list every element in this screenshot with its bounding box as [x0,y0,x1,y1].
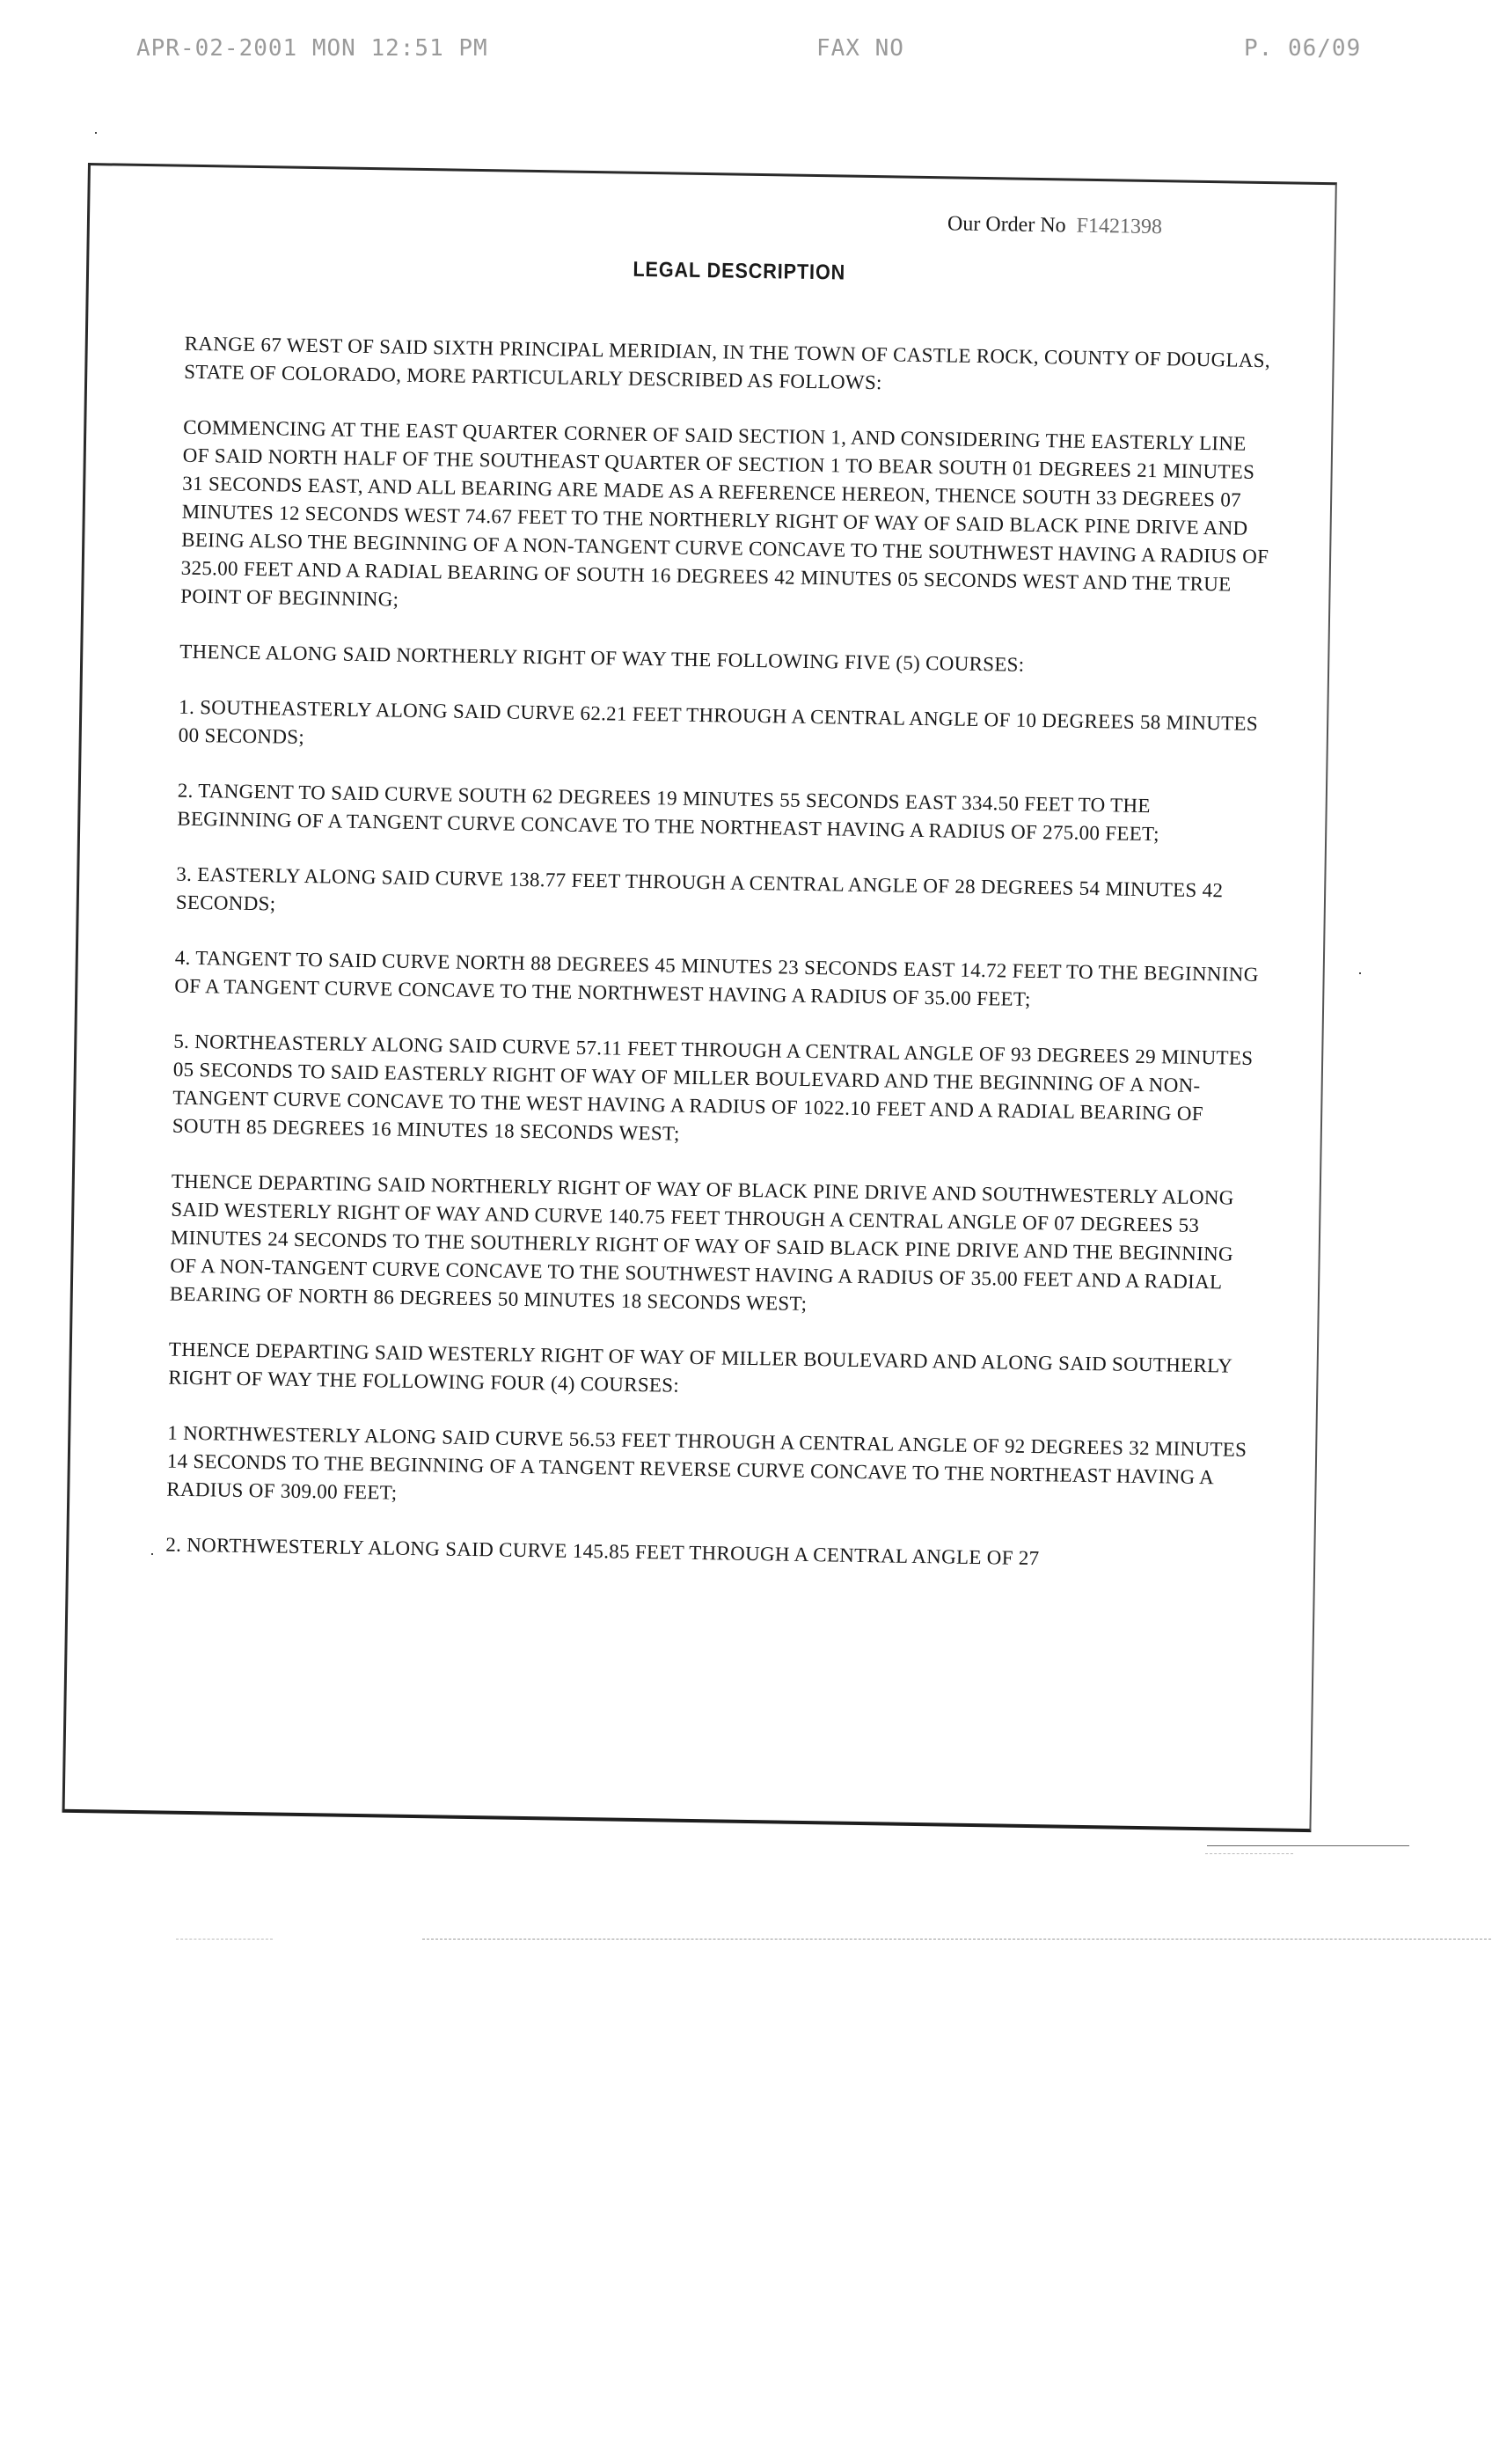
scan-artifact-line [1207,1845,1409,1846]
scan-speck [1359,972,1361,974]
scan-artifact-line [176,1939,273,1940]
legal-description-body [165,330,1276,1603]
scan-speck [95,132,97,134]
paragraph-departing-northerly: THENCE DEPARTING SAID NORTHERLY RIGHT OF WAY OF BLACK PINE DRIVE AND SOUTHWESTERLY ALONG SAID WESTERLY RIGHT OF WAY AND CURVE 140.75 FEET THROUGH A CENTRAL ANGLE OF 07 DEGREES 53 MINUTES 24 SECONDS TO THE SOUTHERLY RIGHT OF WAY OF SAID BLACK PINE DRIVE AND THE BEGINNING OF A NON-TANGENT CURVE CONCAVE TO THE SOUTHWEST HAVING A RADIUS OF 35.00 FEET AND A RADIAL BEARING OF NORTH 86 DEGREES 50 MINUTES 18 SECONDS WEST; [169,1170,1234,1315]
paragraph-southerly-course-2: 2. NORTHWESTERLY ALONG SAID CURVE 145.85 FEET THROUGH A CENTRAL ANGLE OF 27 [165,1533,1040,1570]
paragraph-southerly-course-1: 1 NORTHWESTERLY ALONG SAID CURVE 56.53 FEET THROUGH A CENTRAL ANGLE OF 92 DEGREES 32 MINUTES 14 SECONDS TO THE BEGINNING OF A TANGENT REVERSE CURVE CONCAVE TO THE NORTHEAST HAVING A RADIUS OF 309.00 FEET; [166,1421,1247,1504]
fax-page-number: P. 06/09 [1244,35,1362,62]
order-number-line [947,212,1162,239]
fax-header [0,35,1492,79]
order-number-value: F1421398 [1076,214,1163,239]
document-frame [62,163,1337,1832]
paragraph-course-3: 3. EASTERLY ALONG SAID CURVE 138.77 FEET THROUGH A CENTRAL ANGLE OF 28 DEGREES 54 MINUTES 42 SECONDS; [175,862,1224,915]
paragraph-departing-westerly: THENCE DEPARTING SAID WESTERLY RIGHT OF WAY OF MILLER BOULEVARD AND ALONG SAID SOUTHERLY RIGHT OF WAY THE FOLLOWING FOUR (4) COURSES: [168,1338,1232,1397]
paragraph-courses-intro: THENCE ALONG SAID NORTHERLY RIGHT OF WAY THE FOLLOWING FIVE (5) COURSES: [179,640,1025,676]
scan-artifact-line [422,1939,1492,1940]
paragraph-course-2: 2. TANGENT TO SAID CURVE SOUTH 62 DEGREES 19 MINUTES 55 SECONDS EAST 334.50 FEET TO THE BEGINNING OF A TANGENT CURVE CONCAVE TO THE NORTHEAST HAVING A RADIUS OF 275.00 FEET; [177,779,1160,846]
paragraph-course-5: 5. NORTHEASTERLY ALONG SAID CURVE 57.11 FEET THROUGH A CENTRAL ANGLE OF 93 DEGREES 29 MINUTES 05 SECONDS TO SAID EASTERLY RIGHT OF WAY OF MILLER BOULEVARD AND THE BEGINNING OF A NON-TANGENT CURVE CONCAVE TO THE WEST HAVING A RADIUS OF 1022.10 FEET AND A RADIAL BEARING OF SOUTH 85 DEGREES 16 MINUTES 18 SECONDS WEST; [172,1030,1254,1145]
paragraph-commencing: COMMENCING AT THE EAST QUARTER CORNER OF SAID SECTION 1, AND CONSIDERING THE EASTERLY LINE OF SAID NORTH HALF OF THE SOUTHEAST QUARTER OF SECTION 1 TO BEAR SOUTH 01 DEGREES 21 MINUTES 31 SECONDS EAST, AND ALL BEARING ARE MADE AS A REFERENCE HEREON, THENCE SOUTH 33 DEGREES 07 MINUTES 12 SECONDS WEST 74.67 FEET TO THE NORTHERLY RIGHT OF WAY OF SAID BLACK PINE DRIVE AND BEING ALSO THE BEGINNING OF A NON-TANGENT CURVE CONCAVE TO THE SOUTHWEST HAVING A RADIUS OF 325.00 FEET AND A RADIAL BEARING OF SOUTH 16 DEGREES 42 MINUTES 05 SECONDS WEST AND THE TRUE POINT OF BEGINNING; [180,415,1269,611]
order-number-label: Our Order No [947,212,1066,238]
paragraph-course-4: 4. TANGENT TO SAID CURVE NORTH 88 DEGREES 45 MINUTES 23 SECONDS EAST 14.72 FEET TO THE BEGINNING OF A TANGENT CURVE CONCAVE TO THE NORTHWEST HAVING A RADIUS OF 35.00 FEET; [174,946,1259,1010]
scan-speck [151,1553,153,1555]
paragraph-range: RANGE 67 WEST OF SAID SIXTH PRINCIPAL MERIDIAN, IN THE TOWN OF CASTLE ROCK, COUNTY OF DOUGLAS, STATE OF COLORADO, MORE PARTICULARLY DESCRIBED AS FOLLOWS: [184,332,1271,394]
fax-number-label: FAX NO [816,35,904,62]
fax-date: APR-02-2001 MON 12:51 PM [136,35,488,62]
document-title: LEGAL DESCRIPTION [633,257,846,285]
scan-artifact-line [1205,1853,1293,1854]
paragraph-course-1: 1. SOUTHEASTERLY ALONG SAID CURVE 62.21 FEET THROUGH A CENTRAL ANGLE OF 10 DEGREES 58 MINUTES 00 SECONDS; [178,695,1259,748]
